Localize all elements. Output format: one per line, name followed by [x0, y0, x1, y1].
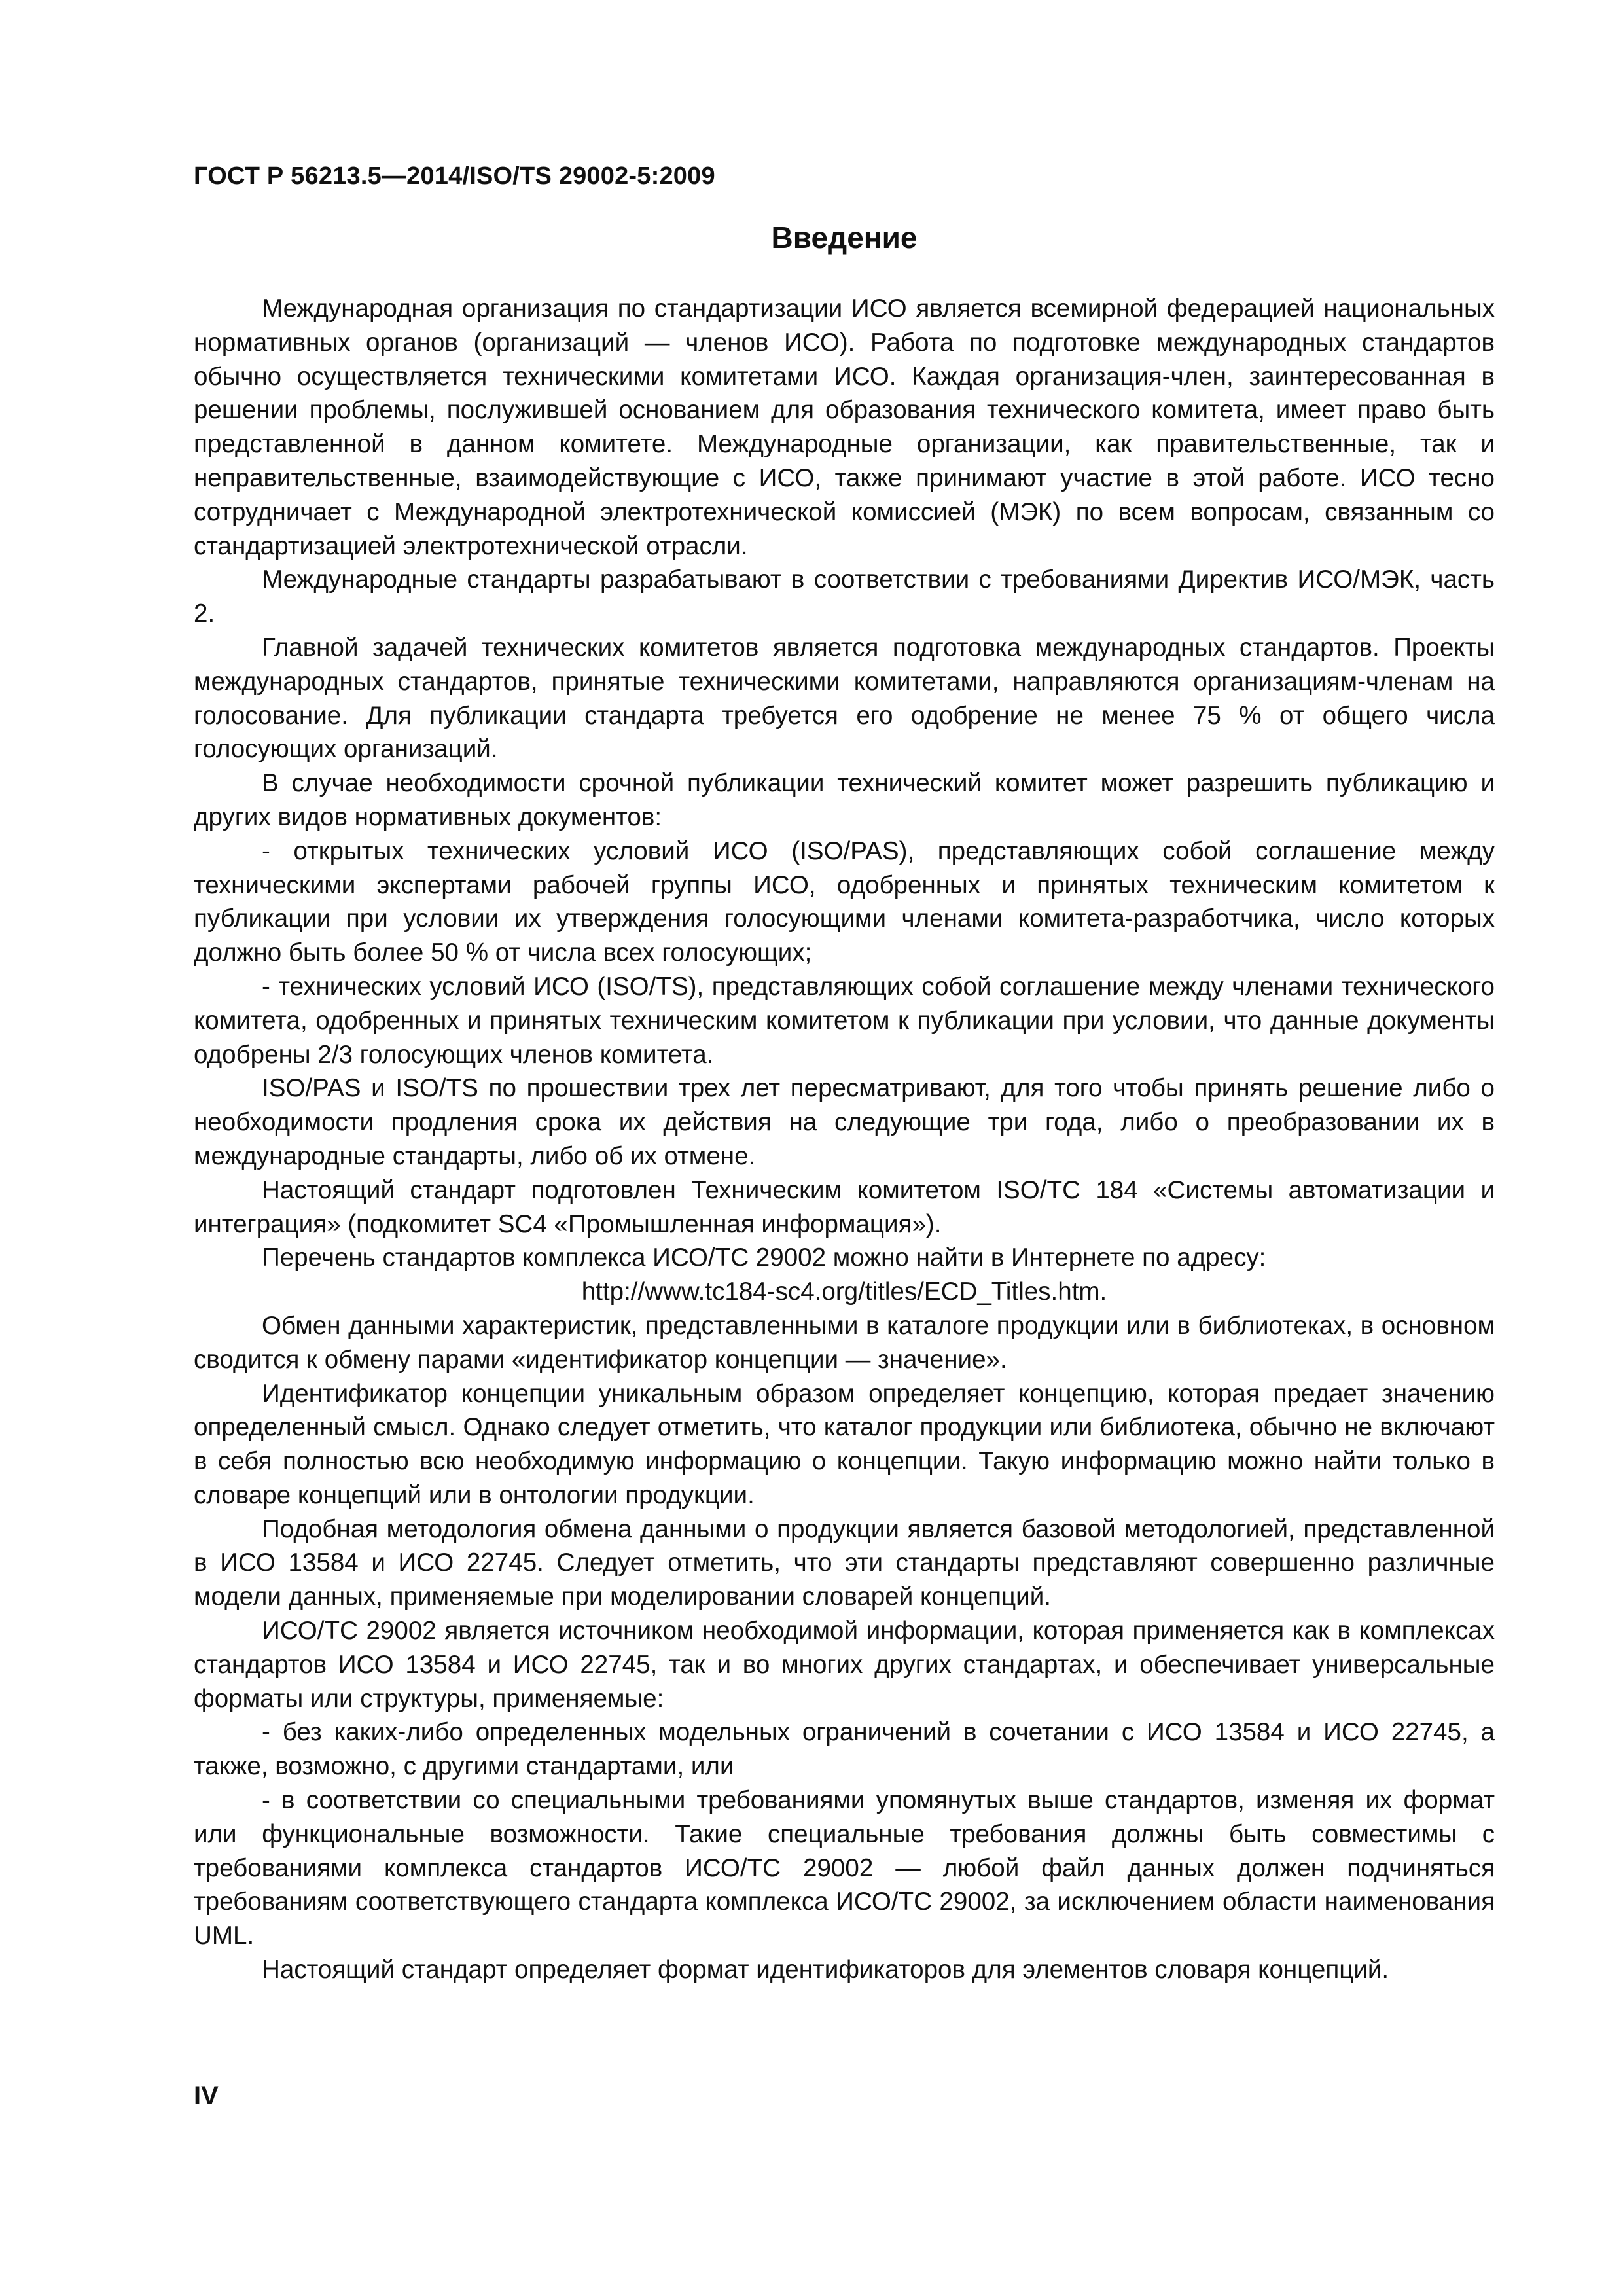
paragraph: Обмен данными характеристик, представленными в каталоге продукции или в библиотеках, в основном сводится к обмену парами «идентификатор концепции — значение». — [194, 1311, 1495, 1374]
document-body — [194, 292, 1495, 1987]
paragraph: ИСО/ТС 29002 является источником необходимой информации, которая применяется как в комплексах стандартов ИСО 13584 и ИСО 22745, так и во многих других стандартах, и обеспечивает универсальные форматы или структуры, применяемые: — [194, 1617, 1495, 1713]
paragraph: Международная организация по стандартизации ИСО является всемирной федерацией национальных нормативных органов (организаций — членов ИСО). Работа по подготовке международных стандартов обычно осуществляется техническими комитетами ИСО. Каждая организация-член, заинтересованная в решении проблемы, послужившей основанием для образования технического комитета, имеет право быть представленной в данном комитете. Международные организации, как правительственные, так и неправительственные, взаимодействующие с ИСО, также принимают участие в этой работе. ИСО тесно сотрудничает с Международной электротехнической комиссией (МЭК) по всем вопросам, связанным со стандартизацией электротехнической отрасли. — [194, 295, 1495, 560]
paragraph: Международные стандарты разрабатывают в соответствии с требованиями Директив ИСО/МЭК, часть 2. — [194, 565, 1495, 628]
page-number: IV — [194, 2081, 219, 2110]
paragraph: Идентификатор концепции уникальным образом определяет концепцию, которая предает значению определенный смысл. Однако следует отметить, что каталог продукции или библиотека, обычно не включают в себя полностью всю необходимую информацию о концепции. Такую информацию можно найти только в словаре концепций или в онтологии продукции. — [194, 1379, 1495, 1509]
paragraph: Настоящий стандарт подготовлен Техническим комитетом ISO/TC 184 «Системы автоматизации и интеграция» (подкомитет SC4 «Промышленная информация»). — [194, 1175, 1495, 1238]
paragraph: В случае необходимости срочной публикации технический комитет может разрешить публикацию и других видов нормативных документов: — [194, 769, 1495, 831]
paragraph: Главной задачей технических комитетов является подготовка международных стандартов. Проекты международных стандартов, принятые техническими комитетами, направляются организациям-членам на голосование. Для публикации стандарта требуется его одобрение не менее 75 % от общего числа голосующих организаций. — [194, 633, 1495, 764]
paragraph: Подобная методология обмена данными о продукции является базовой методологией, представленной в ИСО 13584 и ИСО 22745. Следует отметить, что эти стандарты представляют совершенно различные модели данных, применяемые при моделировании словарей концепций. — [194, 1515, 1495, 1611]
paragraph: - открытых технических условий ИСО (ISO/PAS), представляющих собой соглашение между техническими экспертами рабочей группы ИСО, одобренных и принятых техническим комитетом к публикации при условии их утверждения голосующими членами комитета-разработчика, число которых должно быть более 50 % от числа всех голосующих; — [194, 836, 1495, 967]
url-line: http://www.tc184-sc4.org/titles/ECD_Titles.htm. — [581, 1278, 1107, 1306]
paragraph: Перечень стандартов комплекса ИСО/ТС 29002 можно найти в Интернете по адресу: — [262, 1244, 1266, 1272]
paragraph: - без каких-либо определенных модельных ограничений в сочетании с ИСО 13584 и ИСО 22745, а также, возможно, с другими стандартами, или — [194, 1718, 1495, 1781]
section-title: Введение — [771, 221, 918, 255]
paragraph: ISO/PAS и ISO/TS по прошествии трех лет пересматривают, для того чтобы принять решение либо о необходимости продления срока их действия на следующие три года, либо о преобразовании их в международные стандарты, либо об их отмене. — [194, 1074, 1495, 1170]
document-header: ГОСТ Р 56213.5—2014/ISO/TS 29002-5:2009 — [194, 162, 715, 190]
paragraph: Настоящий стандарт определяет формат идентификаторов для элементов словаря концепций. — [262, 1956, 1389, 1984]
paragraph: - в соответствии со специальными требованиями упомянутых выше стандартов, изменяя их формат или функциональные возможности. Такие специальные требования должны быть совместимы с требованиями комплекса стандартов ИСО/ТС 29002 — любой файл данных должен подчиняться требованиям соответствующего стандарта комплекса ИСО/ТС 29002, за исключением области наименования UML. — [194, 1786, 1495, 1950]
paragraph: - технических условий ИСО (ISO/TS), представляющих собой соглашение между членами технического комитета, одобренных и принятых техническим комитетом к публикации при условии, что данные документы одобрены 2/3 голосующих членов комитета. — [194, 972, 1495, 1069]
